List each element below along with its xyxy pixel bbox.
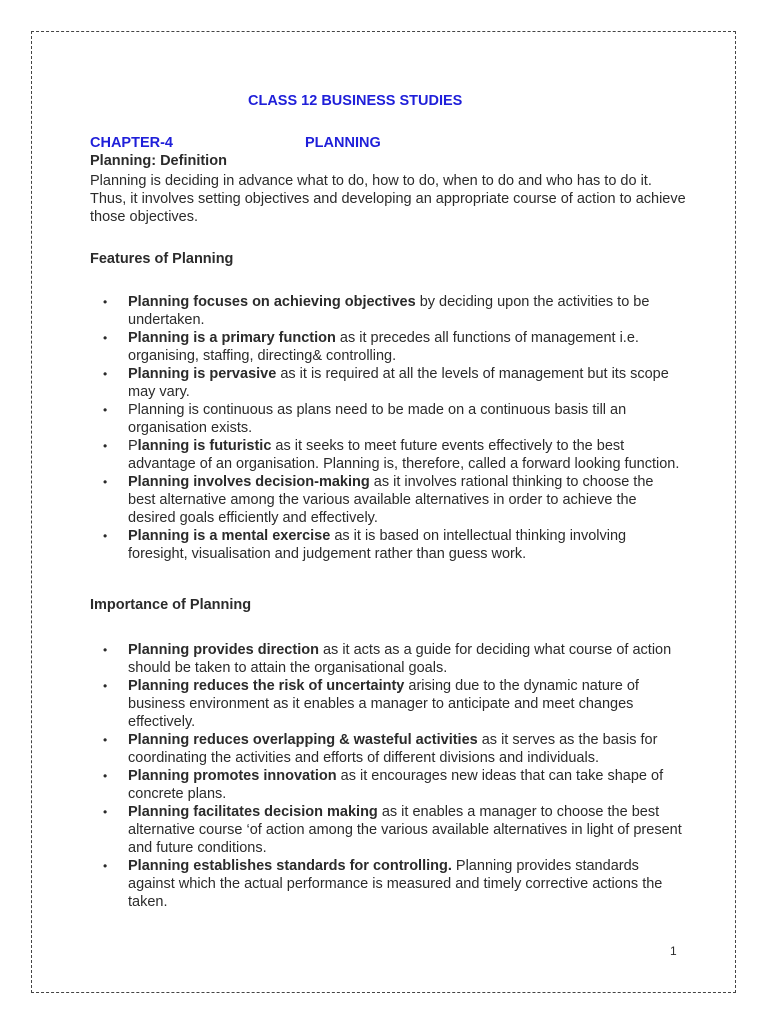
bullet-icon: • [103, 331, 108, 345]
list-item: • Planning promotes innovation as it encourages new ideas that can take shape of concrete plans. [103, 768, 664, 802]
bullet-icon: • [103, 529, 108, 543]
list-item: • Planning establishes standards for controlling. Planning provides standards against which the actual performance is measured and timely corrective actions the taken. [103, 858, 663, 910]
list-item: • Planning provides direction as it acts as a guide for deciding what course of action should be taken to attain the organisational goals. [103, 642, 672, 676]
definition-heading: Planning: Definition [90, 153, 227, 169]
document-title: CLASS 12 BUSINESS STUDIES [248, 93, 463, 109]
bullet-icon: • [103, 679, 108, 693]
importance-heading: Importance of Planning [90, 597, 252, 613]
bullet-icon: • [103, 403, 108, 417]
features-list [90, 293, 682, 563]
bullet-icon: • [103, 643, 108, 657]
chapter-title: PLANNING [305, 135, 381, 151]
list-item: • Planning is a mental exercise as it is based on intellectual thinking involving foresight, visualisation and judgement rather than guess work. [103, 528, 627, 562]
bullet-icon: • [103, 805, 108, 819]
list-item: • Planning reduces overlapping & wasteful activities as it serves as the basis for coordinating the activities and efforts of different divisions and individuals. [103, 732, 658, 766]
list-item: • Planning reduces the risk of uncertainty arising due to the dynamic nature of business environment as it enables a manager to anticipate and meet changes effectively. [103, 678, 639, 730]
list-item: • Planning facilitates decision making as it enables a manager to choose the best alternative course ‘of action among the various available alternatives in light of present and future conditions. [103, 804, 682, 856]
bullet-icon: • [103, 439, 108, 453]
list-item: • Planning focuses on achieving objectives by deciding upon the activities to be undertaken. [103, 294, 650, 328]
chapter-number: CHAPTER-4 [90, 135, 173, 151]
list-item: • Planning is pervasive as it is required at all the levels of management but its scope may vary. [103, 366, 669, 400]
chapter-line [90, 135, 686, 151]
bullet-icon: • [103, 367, 108, 381]
definition-text: Planning is deciding in advance what to do, how to do, when to do and who has to do it. Thus, it involves setting objectives and developing an appropriate course of action to achieve those objectives. [90, 173, 686, 225]
page-number: 1 [670, 944, 677, 958]
bullet-icon: • [103, 769, 108, 783]
bullet-icon: • [103, 733, 108, 747]
list-item: • Planning is continuous as plans need to be made on a continuous basis till an organisation exists. [103, 402, 627, 436]
list-item: • Planning involves decision-making as it involves rational thinking to choose the best alternative among the various available alternatives in order to achieve the desired goals efficiently and effectively. [103, 474, 654, 526]
list-item: • Planning is a primary function as it precedes all functions of management i.e. organising, staffing, directing& controlling. [103, 330, 639, 364]
bullet-icon: • [103, 295, 108, 309]
bullet-icon: • [103, 475, 108, 489]
importance-list [90, 641, 682, 911]
bullet-icon: • [103, 859, 108, 873]
features-heading: Features of Planning [90, 251, 234, 267]
list-item: • Planning is futuristic as it seeks to meet future events effectively to the best advantage of an organisation. Planning is, therefore, called a forward looking function. [103, 438, 680, 472]
